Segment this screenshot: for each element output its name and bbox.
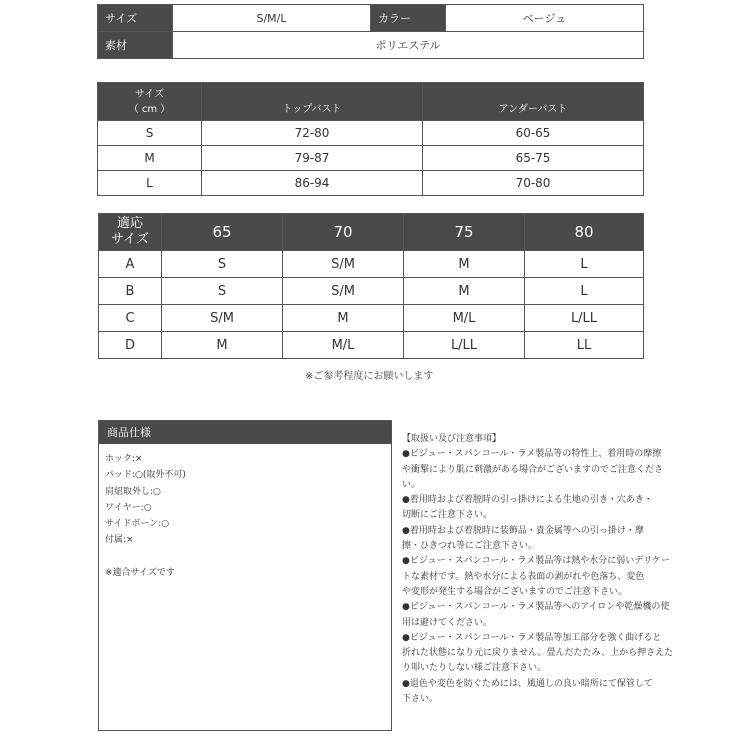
under-bust-cell: 65-75 <box>423 146 644 171</box>
caution-line: 折れた状態になり元に戻りません。畳んだたたみ、上から押さえた <box>402 648 674 659</box>
cup-cell: C <box>99 305 162 332</box>
caution-line: 切断にご注意下さい。 <box>402 510 493 521</box>
caution-line: や衝撃により肌に刺激がある場合がございますのでご注意くださ <box>402 464 664 475</box>
size-cell: S <box>98 121 202 146</box>
size-chart-corner <box>98 83 202 121</box>
spec-line: 付属:× <box>105 535 134 546</box>
spec-footnote: ※適合サイズです <box>105 567 175 578</box>
fit-chart-corner-line1: 適応 <box>116 216 143 231</box>
table-row <box>99 251 644 278</box>
product-info-table <box>97 4 644 59</box>
band-header: 65 <box>162 214 283 251</box>
fit-cell: S <box>162 278 283 305</box>
product-spec-body <box>99 444 391 581</box>
info-row <box>98 5 644 32</box>
fit-chart-corner-line2: サイズ <box>111 232 149 247</box>
fit-chart-table <box>98 213 644 359</box>
top-bust-cell: 72-80 <box>202 121 423 146</box>
band-header: 75 <box>404 214 525 251</box>
size-chart-table <box>97 82 644 196</box>
fit-chart-corner <box>99 214 162 251</box>
table-row <box>98 171 644 196</box>
size-chart-header <box>98 83 644 121</box>
caution-line: ●ビジュー・スパンコール・ラメ製品等の特性上、着用時の摩擦 <box>402 449 662 460</box>
caution-line: り叩いたりしない様ご注意下さい。 <box>402 663 547 674</box>
info-row <box>98 32 644 59</box>
spec-line: パッド:○(取外不可) <box>105 470 186 481</box>
spec-line: ホック:× <box>105 454 143 464</box>
spec-line: 肩紐取外し:○ <box>105 486 161 497</box>
fit-cell: M <box>162 332 283 359</box>
color-value: ベージュ <box>446 5 644 32</box>
table-row <box>99 332 644 359</box>
fit-cell: S/M <box>162 305 283 332</box>
caution-line: トな素材です。熱や水分による表面の剥がれや色落ち、変色 <box>402 571 645 582</box>
top-bust-cell: 79-87 <box>202 146 423 171</box>
fit-cell: L <box>525 278 644 305</box>
size-value: S/M/L <box>173 5 371 32</box>
fit-cell: M <box>283 305 404 332</box>
caution-line: ●着用時および着脱時の引っ掛けによる生地の引き・穴あき・ <box>402 495 653 506</box>
caution-line: ●退色や変色を防ぐためには、風通しの良い暗所にて保管して <box>402 678 653 689</box>
fit-cell: M/L <box>283 332 404 359</box>
caution-notes <box>402 432 674 707</box>
fit-cell: L/LL <box>404 332 525 359</box>
caution-line: 【取扱い及び注意事項】 <box>402 434 502 444</box>
size-chart-corner-line2: （ cm ） <box>128 103 171 115</box>
caution-line: ●ビジュー・スパンコール・ラメ製品等加工部分を強く曲げると <box>402 632 662 643</box>
caution-line: 用は避けてください。 <box>402 617 493 628</box>
caution-line: い。 <box>402 479 421 490</box>
fit-cell: M/L <box>404 305 525 332</box>
fit-cell: S <box>162 251 283 278</box>
fit-cell: M <box>404 278 525 305</box>
top-bust-cell: 86-94 <box>202 171 423 196</box>
material-value: ポリエステル <box>173 32 644 59</box>
caution-line: ●着用時および着脱時に装飾品・貴金属等への引っ掛け・摩 <box>402 525 644 536</box>
caution-line: 下さい。 <box>402 694 439 705</box>
size-label: サイズ <box>98 5 173 32</box>
cup-cell: A <box>99 251 162 278</box>
size-chart-corner-line1: サイズ <box>134 88 165 100</box>
caution-line: ●ビジュー・スパンコール・ラメ製品等へのアイロンや乾燥機の使 <box>402 602 670 613</box>
fit-chart-note: ※ご参考程度にお願いします <box>305 371 434 382</box>
fit-cell: L/LL <box>525 305 644 332</box>
product-spec-box <box>98 420 392 731</box>
spec-line: サイドボーン:○ <box>105 519 170 530</box>
cup-cell: D <box>99 332 162 359</box>
fit-chart-header <box>99 214 644 251</box>
material-label: 素材 <box>98 32 173 59</box>
fit-cell: M <box>404 251 525 278</box>
caution-line: や変形が発生する場合がございますのでご注意下さい。 <box>402 586 628 597</box>
band-header: 70 <box>283 214 404 251</box>
size-cell: L <box>98 171 202 196</box>
band-header: 80 <box>525 214 644 251</box>
size-cell: M <box>98 146 202 171</box>
table-row <box>99 305 644 332</box>
top-bust-header: トップバスト <box>202 83 423 121</box>
cup-cell: B <box>99 278 162 305</box>
under-bust-cell: 60-65 <box>423 121 644 146</box>
color-label: カラー <box>371 5 446 32</box>
fit-cell: S/M <box>283 278 404 305</box>
under-bust-header: アンダーバスト <box>423 83 644 121</box>
table-row <box>98 121 644 146</box>
under-bust-cell: 70-80 <box>423 171 644 196</box>
caution-line: ●ビジュー・スパンコール・ラメ製品等は熱や水分に弱いデリケー <box>402 556 671 567</box>
fit-cell: S/M <box>283 251 404 278</box>
table-row <box>99 278 644 305</box>
fit-cell: L <box>525 251 644 278</box>
caution-line: 擦・ひきつれ等にご注意下さい。 <box>402 541 538 552</box>
spec-line: ワイヤー:○ <box>105 502 152 513</box>
product-spec-title: 商品仕様 <box>99 421 391 444</box>
table-row <box>98 146 644 171</box>
fit-cell: LL <box>525 332 644 359</box>
